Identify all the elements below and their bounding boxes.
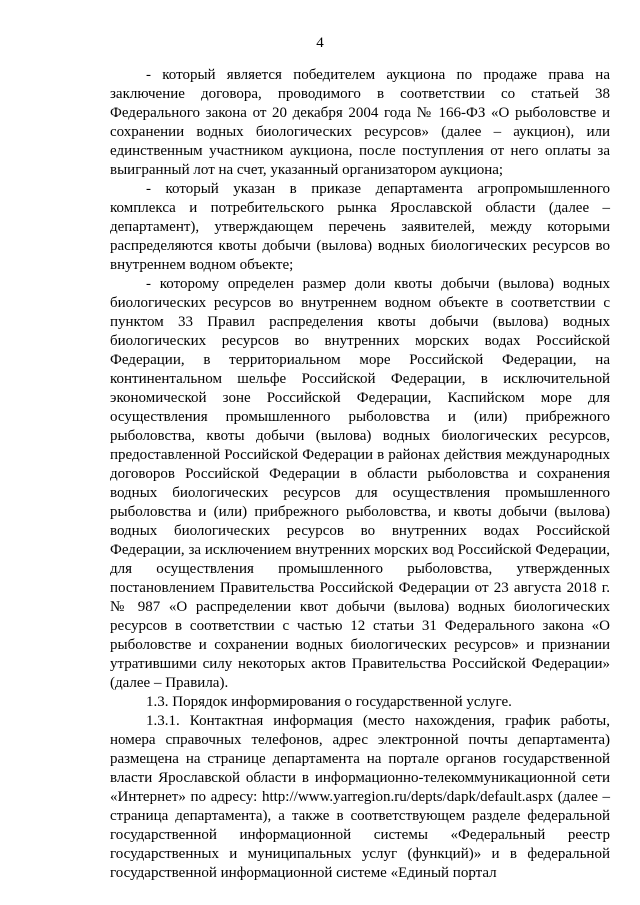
page-number: 4 (316, 35, 324, 51)
paragraph-auction-winner: - который является победителем аукциона по продаже права на заключение договора, проводимого в соответствии со статьей 38 Федерального закона от 20 декабря 2004 года № 166-ФЗ «О рыболовстве и сохранении водных биологических ресурсов» (далее – аукцион), или единственным участником аукциона, после поступления от него оплаты за выигранный лот на счет, указанный организатором аукциона; (110, 67, 610, 178)
section-heading-1-3: 1.3. Порядок информирования о государственной услуге. (146, 694, 512, 710)
paragraph-contact-info: 1.3.1. Контактная информация (место нахождения, график работы, номера справочных телефонов, адрес электронной почты департамента) размещена на странице департамента на портале органов государственной власти Ярославской области в информационно-телекоммуникационной сети «Интернет» по адресу: http://www.yarregion.ru/depts/dapk/default.aspx (далее – страница департамента), а также в соответствующем разделе федеральной государственной информационной системы «Федеральный реестр государственных и муниципальных услуг (функций)» и в федеральной государственной информационной системе «Единый портал (110, 713, 610, 881)
document-body (110, 66, 610, 883)
paragraph-quota-share: - которому определен размер доли квоты добычи (вылова) водных биологических ресурсов во внутреннем водном объекте в соответствии с пунктом 33 Правил распределения квоты добычи (вылова) водных биологических ресурсов во внутренних морских водах Российской Федерации, в территориальном море Российской Федерации, на континентальном шельфе Российской Федерации, в исключительной экономической зоне Российской Федерации, Каспийском море для осуществления промышленного рыболовства и (или) прибрежного рыболовства, квоты добычи (вылова) водных биологических ресурсов, предоставленной Российской Федерации в районах действия международных договоров Российской Федерации в области рыболовства и сохранения водных биологических ресурсов для осуществления промышленного рыболовства и (или) прибрежного рыболовства, и квоты добычи (вылова) водных биологических ресурсов во внутренних водах Российской Федерации, за исключением внутренних морских вод Российской Федерации, для осуществления промышленного рыболовства, утвержденных постановлением Правительства Российской Федерации от 23 августа 2018 г. № 987 «О распределении квот добычи (вылова) водных биологических ресурсов в соответствии с частью 12 статьи 31 Федерального закона «О рыболовстве и сохранении водных биологических ресурсов» и признании утратившими силу некоторых актов Правительства Российской Федерации» (далее – Правила). (110, 276, 610, 691)
paragraph-department-order: - который указан в приказе департамента агропромышленного комплекса и потребительского рынка Ярославской области (далее – департамент), утверждающем перечень заявителей, между которыми распределяются квоты добычи (вылова) водных биологических ресурсов во внутреннем водном объекте; (110, 181, 610, 273)
